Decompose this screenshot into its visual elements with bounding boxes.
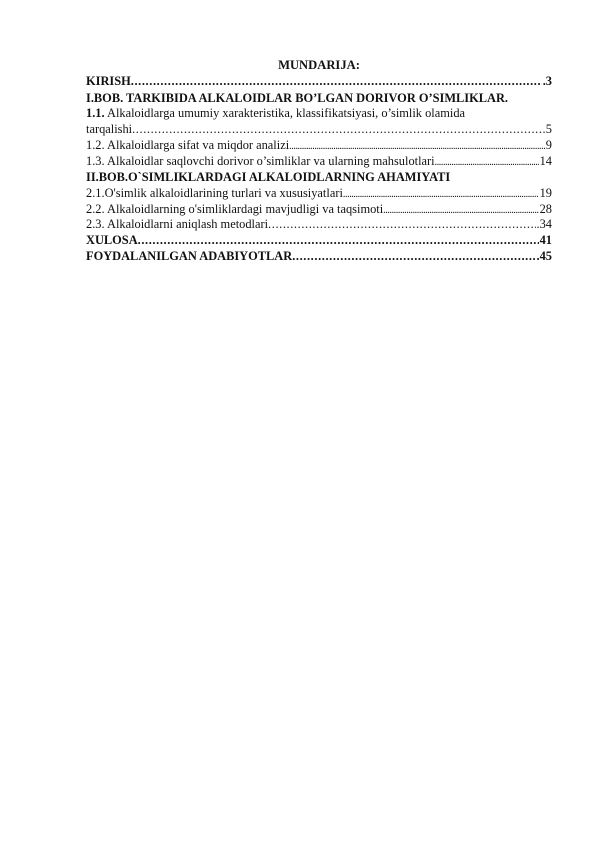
toc-page-number: 9	[545, 137, 552, 152]
dot-leader	[138, 233, 539, 249]
toc-entry-1-3[interactable]	[86, 154, 552, 170]
dot-leader	[131, 74, 542, 90]
toc-page-number: 19	[539, 185, 552, 200]
toc-entry-text: XULOSA	[86, 233, 138, 248]
dot-leader	[343, 187, 539, 203]
dot-leader	[292, 249, 535, 265]
dot-leader	[289, 139, 545, 155]
toc-page-number: 41	[539, 233, 552, 248]
toc-chapter-2[interactable]: II.BOB.O`SIMLIKLARDAGI ALKALOIDLARNING AHAMIYATI	[86, 170, 451, 185]
toc-entry-1-1-cont[interactable]	[86, 122, 552, 138]
toc-entry-number: 1.1.	[86, 106, 105, 121]
toc-entry-text: 1.2. Alkaloidlarga sifat va miqdor analizi	[86, 137, 290, 152]
toc-page-number: .45	[536, 248, 552, 263]
toc-entry-text: 1.3. Alkaloidlar saqlovchi dorivor o’simliklar va ularning mahsulotlari	[86, 153, 435, 168]
toc-entry-2-3[interactable]	[86, 217, 552, 233]
toc-entry-text: KIRISH	[86, 74, 131, 88]
toc-entry-text: Alkaloidlarga umumiy xarakteristika, klassifikatsiyasi, o’simlik olamida	[104, 106, 466, 121]
dot-leader	[132, 122, 545, 138]
toc-entry-2-1[interactable]	[86, 186, 552, 202]
toc-entry-text: FOYDALANILGAN ADABIYOTLAR	[86, 248, 293, 263]
toc-entry-xulosa[interactable]	[86, 233, 552, 249]
toc-entry-adabiyotlar[interactable]	[86, 249, 552, 265]
toc-entry-2-2[interactable]	[86, 202, 552, 218]
toc-page-number: .3	[542, 74, 552, 88]
table-of-contents	[86, 58, 552, 265]
toc-entry-1-1[interactable]	[86, 106, 552, 122]
dot-leader	[435, 155, 539, 171]
toc-entry-text: 2.3. Alkaloidlarni aniqlash metodlari	[86, 217, 269, 232]
toc-page-number: 5	[545, 122, 552, 136]
dot-leader	[268, 217, 535, 233]
toc-title: MUNDARIJA:	[278, 58, 360, 72]
toc-entry-kirish[interactable]	[86, 74, 552, 90]
toc-entry-text: 2.2. Alkaloidlarning o'simliklardagi mavjudligi va taqsimoti	[86, 201, 384, 216]
toc-page-number: 14	[539, 153, 552, 168]
toc-page-number: .34	[536, 217, 552, 232]
toc-chapter-1[interactable]: I.BOB. TARKIBIDA ALKALOIDLAR BO’LGAN DORIVOR O’SIMLIKLAR.	[86, 90, 509, 105]
toc-page-number: 28	[539, 201, 552, 216]
dot-leader	[383, 203, 538, 219]
toc-entry-text: 2.1.O'simlik alkaloidlarining turlari va xususiyatlari	[86, 185, 343, 200]
toc-entry-text: tarqalishi	[86, 122, 133, 136]
toc-entry-1-2[interactable]	[86, 138, 552, 154]
